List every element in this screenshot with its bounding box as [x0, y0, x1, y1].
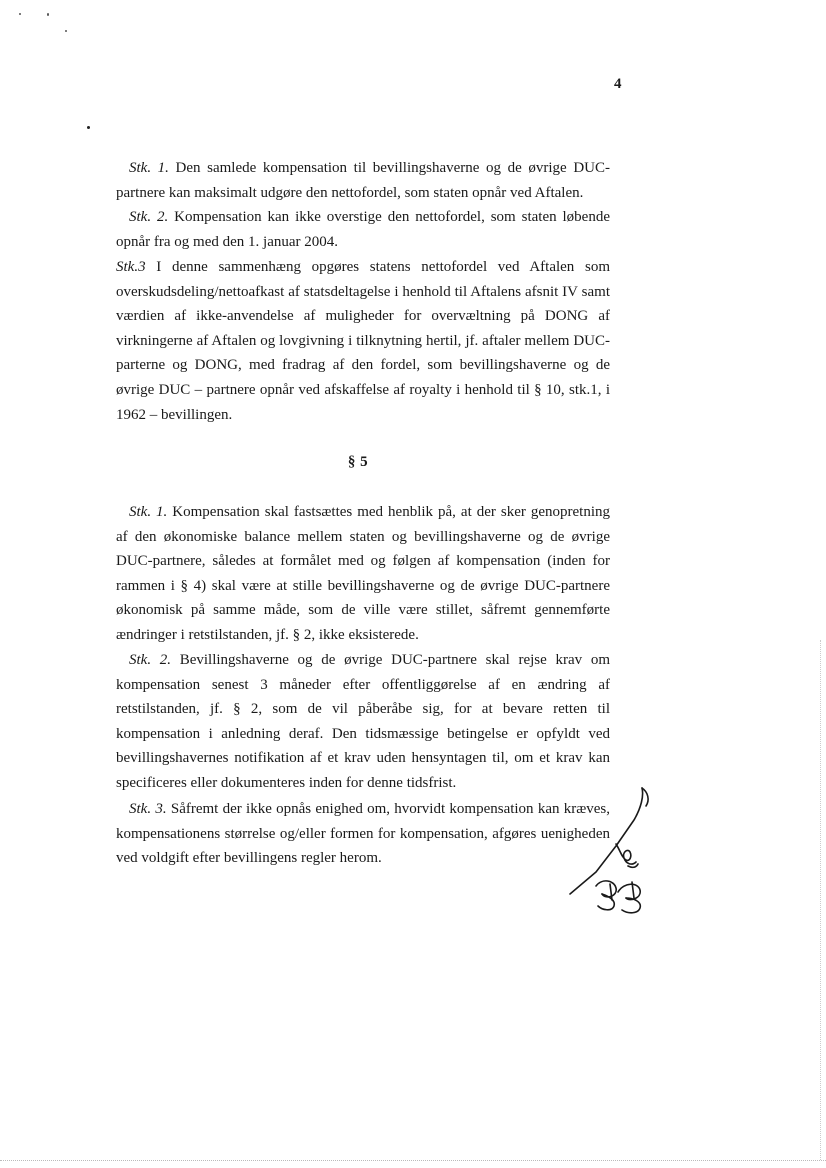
paragraph-text: Kompensation kan ikke overstige den nettofordel, som staten løbende opnår fra og med den 1. januar 2004.: [116, 209, 610, 250]
paragraph-stk-3: [116, 255, 610, 427]
paragraph-text: Kompensation skal fastsættes med henblik på, at der sker genopretning af den økonomiske balance mellem staten og bevillingshaverne og de øvrige DUC-partnere, således at formålet med og følgen af kompensation (inden for rammen i § 4) skal være at stille bevillingshaverne og de øvrige DUC-partnere økonomisk på samme måde, som de ville være stillet, såfremt gennemførte ændringer i retstilstanden, jf. § 2, ikke eksisterede.: [116, 504, 610, 643]
paragraph-text: Den samlede kompensation til bevillingshaverne og de øvrige DUC-partnere kan maksimalt udgøre den nettofordel, som staten opnår ved Aftalen.: [116, 160, 610, 201]
signature-strokes: [570, 788, 648, 913]
paragraph-text: I denne sammenhæng opgøres statens nettofordel ved Aftalen som overskudsdeling/nettoafkast af statsdeltagelse i henhold til Aftalens afsnit IV samt værdien af ikke-anvendelse af muligheder for overvæltning på DONG af virkningerne af Aftalen og lovgivning i tilknytning hertil, jf. aftaler mellem DUC-parterne og DONG, med fradrag af den fordel, som bevillingshaverne og de øvrige DUC – partnere opnår ved afskaffelse af royalty i henhold til § 10, stk.1, i 1962 – bevillingen.: [116, 259, 610, 423]
paragraph-stk-2: [116, 648, 610, 796]
scan-speck: [47, 13, 49, 16]
paragraph-label: Stk.3: [116, 259, 146, 275]
paragraph-label: Stk. 2.: [129, 652, 172, 668]
page-number: 4: [614, 76, 622, 92]
scan-edge-line: [0, 1160, 826, 1161]
paragraph-stk-3: [116, 797, 610, 871]
paragraph-text: Bevillingshaverne og de øvrige DUC-partnere skal rejse krav om kompensation senest 3 måneder efter offentliggørelse af en ændring af retstilstanden, jf. § 2, som de vil påberåbe sig, for at bevare retten til kompensation i anledning deraf. Den tidsmæssige betingelse er opfyldt ved bevillingshavernes notifikation af et krav uden hensyntagen til, om et krav kan specificeres eller dokumenteres inden for denne tidsfrist.: [116, 652, 610, 791]
paragraph-text: Såfremt der ikke opnås enighed om, hvorvidt kompensation kan kræves, kompensationens størrelse og/eller formen for kompensation, afgøres uenigheden ved voldgift efter bevillingens regler herom.: [116, 801, 610, 867]
paragraph-stk-1: [116, 500, 610, 648]
scan-speck: [65, 30, 67, 32]
paragraph-stk-2: [116, 205, 610, 254]
scan-edge-line: [820, 640, 821, 1160]
handwritten-signature: [556, 782, 666, 922]
paragraph-stk-1: [116, 156, 610, 205]
scan-speck: [19, 13, 21, 15]
paragraph-label: Stk. 3.: [129, 801, 167, 817]
paragraph-label: Stk. 1.: [129, 160, 169, 176]
section-heading: § 5: [347, 454, 369, 470]
paragraph-label: Stk. 2.: [129, 209, 169, 225]
scan-speck: [87, 126, 90, 129]
paragraph-label: Stk. 1.: [129, 504, 168, 520]
